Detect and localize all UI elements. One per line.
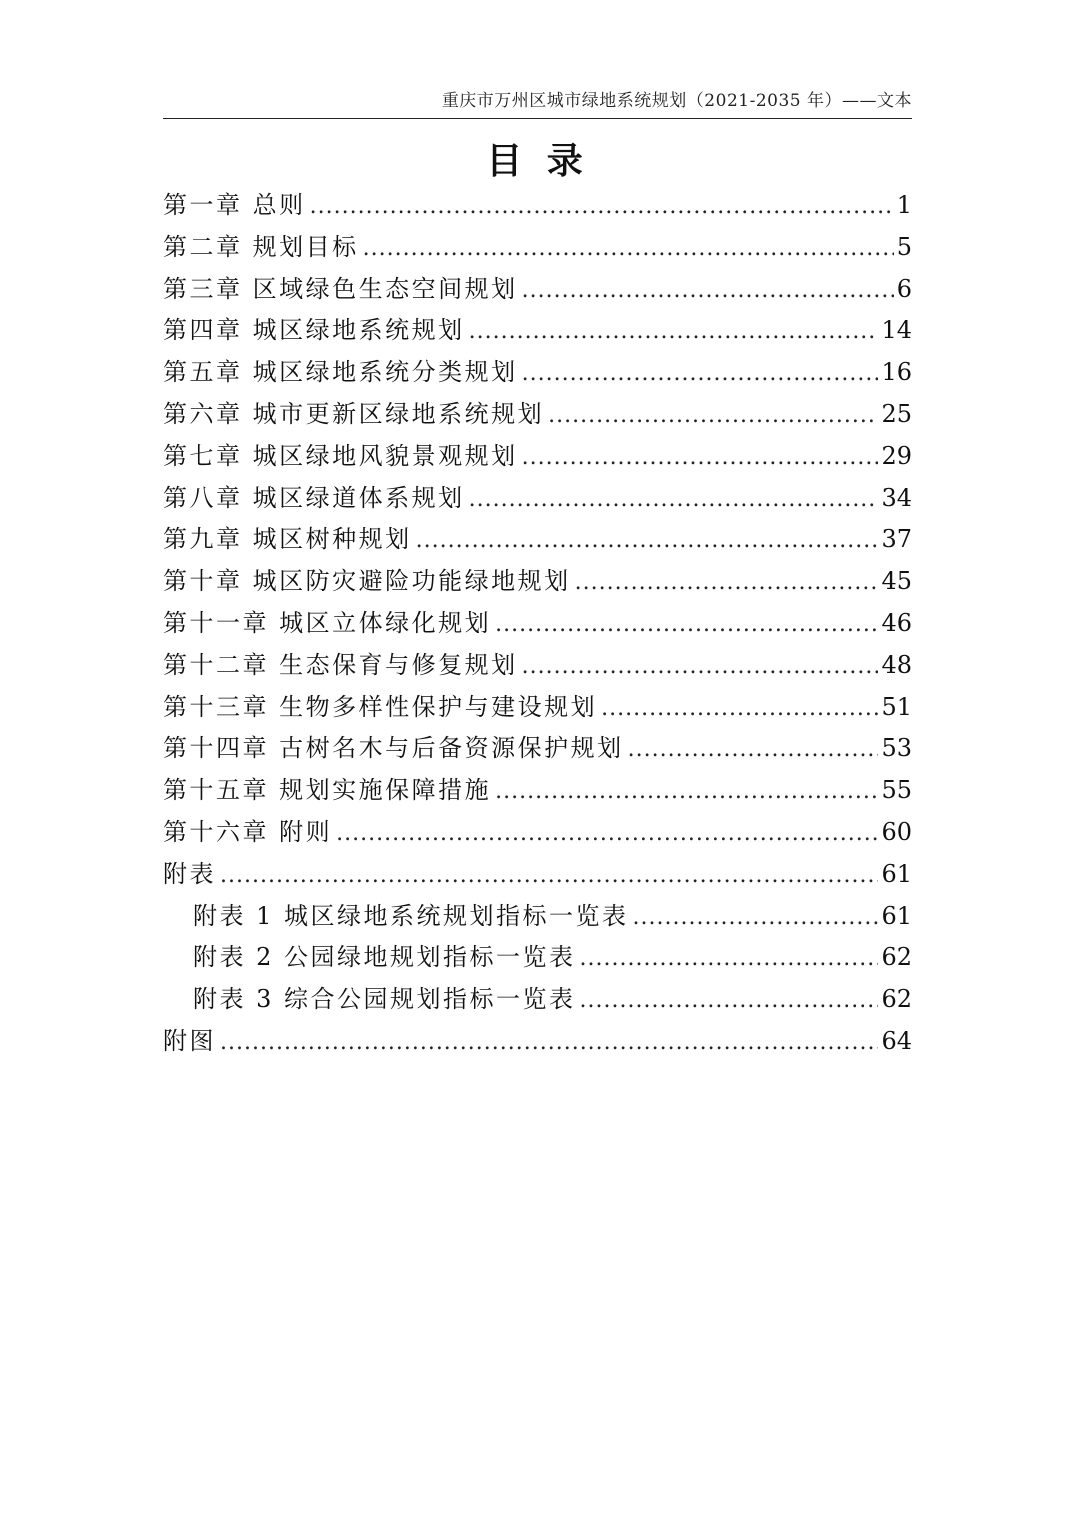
toc-dot-leader (220, 855, 878, 897)
toc-dot-leader (522, 353, 879, 395)
toc-dot-leader (416, 520, 879, 562)
toc-entry-page: 25 (881, 399, 912, 428)
toc-dot-leader (580, 980, 879, 1022)
toc-entry-page: 45 (881, 567, 912, 596)
toc-dot-leader (363, 228, 894, 270)
toc-dot-leader (522, 270, 894, 312)
toc-entry-page: 64 (881, 1026, 912, 1055)
toc-dot-leader (522, 646, 879, 688)
toc-entry-page: 51 (881, 692, 912, 721)
toc-dot-leader (220, 1022, 878, 1064)
toc-entry-label: 第五章 城区绿地系统分类规划 (163, 358, 518, 387)
toc-entry-page: 29 (881, 441, 912, 470)
toc-entry-label: 第十五章 规划实施保障措施 (163, 776, 492, 805)
toc-entry[interactable] (163, 770, 912, 812)
toc-entry[interactable] (163, 561, 912, 603)
toc-entry[interactable] (163, 269, 912, 311)
toc-entry-page: 46 (881, 608, 912, 637)
toc-entry[interactable] (163, 394, 912, 436)
toc-dot-leader (628, 729, 879, 771)
toc-entry-page: 48 (881, 650, 912, 679)
toc-dot-leader (601, 688, 878, 730)
toc-dot-leader (469, 311, 879, 353)
toc-entry-label: 附表 (163, 859, 216, 888)
toc-entry-page: 62 (881, 985, 912, 1014)
toc-entry-page: 16 (881, 358, 912, 387)
toc-dot-leader (548, 395, 878, 437)
toc-entry-label: 第十二章 生态保育与修复规划 (163, 650, 518, 679)
toc-dot-leader (336, 813, 878, 855)
toc-entry-page: 5 (896, 232, 912, 261)
toc-dot-leader (575, 562, 879, 604)
toc-entry-label: 第十一章 城区立体绿化规划 (163, 608, 492, 637)
toc-entry-label: 第一章 总则 (163, 191, 306, 219)
toc-entry-label: 附表 3 综合公园规划指标一览表 (193, 985, 576, 1014)
toc-entry[interactable] (163, 310, 912, 352)
toc-entry[interactable] (163, 645, 912, 687)
toc-sub-entry[interactable] (163, 979, 912, 1021)
toc-entry-page: 14 (881, 316, 912, 345)
toc-entry-label: 附表 2 公园绿地规划指标一览表 (193, 943, 576, 972)
toc-dot-leader (633, 897, 879, 939)
toc-entry-label: 第九章 城区树种规划 (163, 525, 412, 554)
toc-entry-label: 第十四章 古树名木与后备资源保护规划 (163, 734, 624, 763)
toc-entry[interactable] (163, 436, 912, 478)
toc-entry[interactable] (163, 687, 912, 729)
toc-entry[interactable] (163, 854, 912, 896)
toc-entry-label: 第十章 城区防灾避险功能绿地规划 (163, 567, 571, 596)
toc-entry-label: 第二章 规划目标 (163, 232, 359, 261)
toc-entry[interactable] (163, 185, 912, 227)
toc-dot-leader (495, 771, 878, 813)
toc-dot-leader (310, 186, 894, 228)
toc-entry-label: 第七章 城区绿地风貌景观规划 (163, 441, 518, 470)
toc-entry[interactable] (163, 352, 912, 394)
page-header: 重庆市万州区城市绿地系统规划（2021-2035 年）——文本 (163, 88, 912, 119)
toc-entry[interactable] (163, 603, 912, 645)
toc-entry[interactable] (163, 812, 912, 854)
toc-entry-label: 第四章 城区绿地系统规划 (163, 316, 465, 345)
toc-sub-entry[interactable] (163, 937, 912, 979)
toc-entry[interactable] (163, 478, 912, 520)
toc-entry-label: 附图 (163, 1026, 216, 1055)
toc-entry-page: 60 (881, 817, 912, 846)
toc-entry-page: 62 (881, 943, 912, 972)
toc-entry-label: 第十三章 生物多样性保护与建设规划 (163, 692, 598, 721)
toc-entry-page: 37 (881, 525, 912, 554)
toc-entry-label: 第三章 区域绿色生态空间规划 (163, 274, 518, 303)
toc-title: 目 录 (486, 140, 589, 182)
toc-entry-page: 55 (881, 776, 912, 805)
toc-entry-label: 第六章 城市更新区绿地系统规划 (163, 399, 545, 428)
toc-entry-page: 61 (881, 901, 912, 930)
toc-entry-page: 6 (896, 274, 912, 303)
toc-dot-leader (580, 938, 879, 980)
toc-dot-leader (495, 604, 878, 646)
toc-entry[interactable] (163, 519, 912, 561)
toc-entry[interactable] (163, 227, 912, 269)
toc-sub-entry[interactable] (163, 896, 912, 938)
toc-entry[interactable] (163, 728, 912, 770)
toc-dot-leader (469, 479, 879, 521)
toc-entry-page: 53 (881, 734, 912, 763)
toc-entry-page: 34 (881, 483, 912, 512)
toc-entry-label: 第十六章 附则 (163, 817, 333, 846)
toc-entry-page: 61 (881, 859, 912, 888)
toc-dot-leader (522, 437, 879, 479)
toc-list (163, 185, 912, 1063)
toc-entry-label: 第八章 城区绿道体系规划 (163, 483, 465, 512)
toc-entry[interactable] (163, 1021, 912, 1063)
toc-entry-label: 附表 1 城区绿地系统规划指标一览表 (193, 901, 629, 930)
toc-entry-page: 1 (896, 191, 912, 219)
